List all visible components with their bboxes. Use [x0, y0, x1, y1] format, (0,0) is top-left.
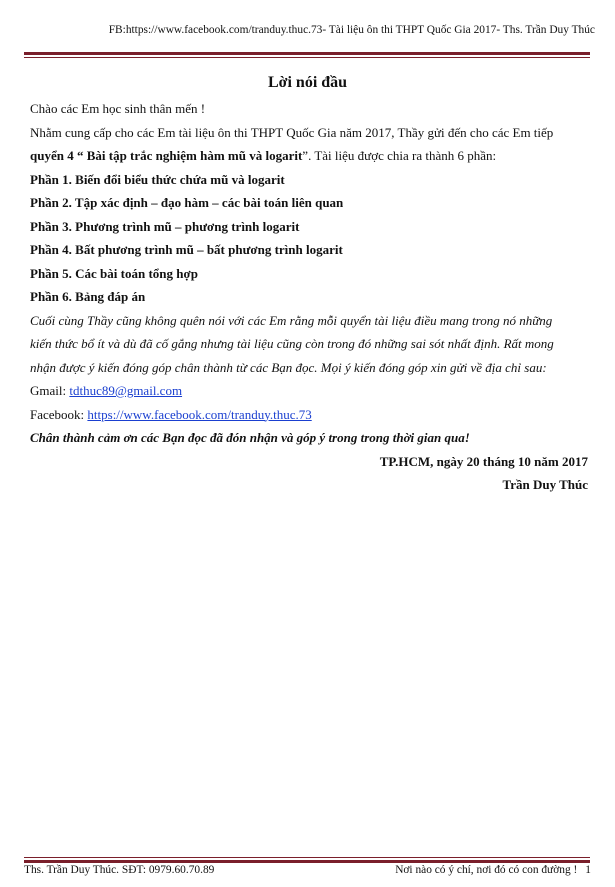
document-body: [30, 97, 590, 497]
page-title: Lời nói đầu: [267, 74, 348, 91]
closing-line-2: kiến thức bổ ít và dù đã cố gắng nhưng tài liệu cũng còn trong đó những sai sót nhất định. Rất mong: [30, 336, 554, 351]
part-4: Phần 4. Bất phương trình mũ – bất phương trình logarit: [30, 242, 343, 257]
closing-line-3: nhận được ý kiến đóng góp chân thành từ các Bạn đọc. Mọi ý kiến đóng góp xin gửi về địa chỉ sau:: [30, 359, 547, 375]
part-6: Phần 6. Bảng đáp án: [30, 289, 146, 304]
thanks-line: Chân thành cảm ơn các Bạn đọc đã đón nhận và góp ý trong trong thời gian qua!: [30, 430, 470, 445]
book-title: quyển 4 “ Bài tập trắc nghiệm hàm mũ và logarit: [30, 148, 303, 163]
intro-line-1: Nhằm cung cấp cho các Em tài liệu ôn thi THPT Quốc Gia năm 2017, Thầy gửi đến cho các Em tiếp: [30, 124, 554, 140]
greeting: Chào các Em học sinh thân mến !: [30, 101, 206, 116]
closing-line-1: Cuối cùng Thầy cũng không quên nói với các Em rằng mỗi quyển tài liệu điều mang trong nó những: [30, 312, 553, 328]
footer-motto: Nơi nào có ý chí, nơi đó có con đường !: [395, 864, 578, 876]
footer-contact: Ths. Trần Duy Thúc. SĐT: 0979.60.70.89: [24, 864, 215, 876]
header-rule-thin: [24, 57, 590, 58]
part-5: Phần 5. Các bài toán tổng hợp: [30, 265, 198, 281]
gmail-line: [30, 379, 590, 403]
part-2: Phần 2. Tập xác định – đạo hàm – các bài toán liên quan: [30, 195, 344, 210]
footer-rule-thin: [24, 857, 590, 858]
signature: Trần Duy Thúc: [502, 477, 588, 492]
facebook-line: [30, 403, 590, 427]
header-text: FB:https://www.facebook.com/tranduy.thuc.73- Tài liệu ôn thi THPT Quốc Gia 2017- Ths. Trần Duy Thúc: [108, 24, 595, 36]
page-number: 1: [585, 864, 591, 876]
intro-line-2: [30, 144, 590, 168]
facebook-link[interactable]: https://www.facebook.com/tranduy.thuc.73: [87, 406, 312, 422]
part-3: Phần 3. Phương trình mũ – phương trình logarit: [30, 218, 300, 234]
part-1: Phần 1. Biến đổi biểu thức chứa mũ và logarit: [30, 171, 285, 187]
footer-rule-thick: [24, 860, 590, 863]
header-rule-thick: [24, 52, 590, 55]
gmail-link[interactable]: tdthuc89@gmail.com: [69, 383, 183, 398]
footer-motto-group: [395, 864, 591, 876]
facebook-label: Facebook:: [30, 406, 88, 422]
gmail-label: Gmail:: [30, 383, 70, 398]
intro-line-2-rest: ”. Tài liệu được chia ra thành 6 phần:: [302, 148, 497, 163]
date-line: TP.HCM, ngày 20 tháng 10 năm 2017: [379, 453, 588, 469]
